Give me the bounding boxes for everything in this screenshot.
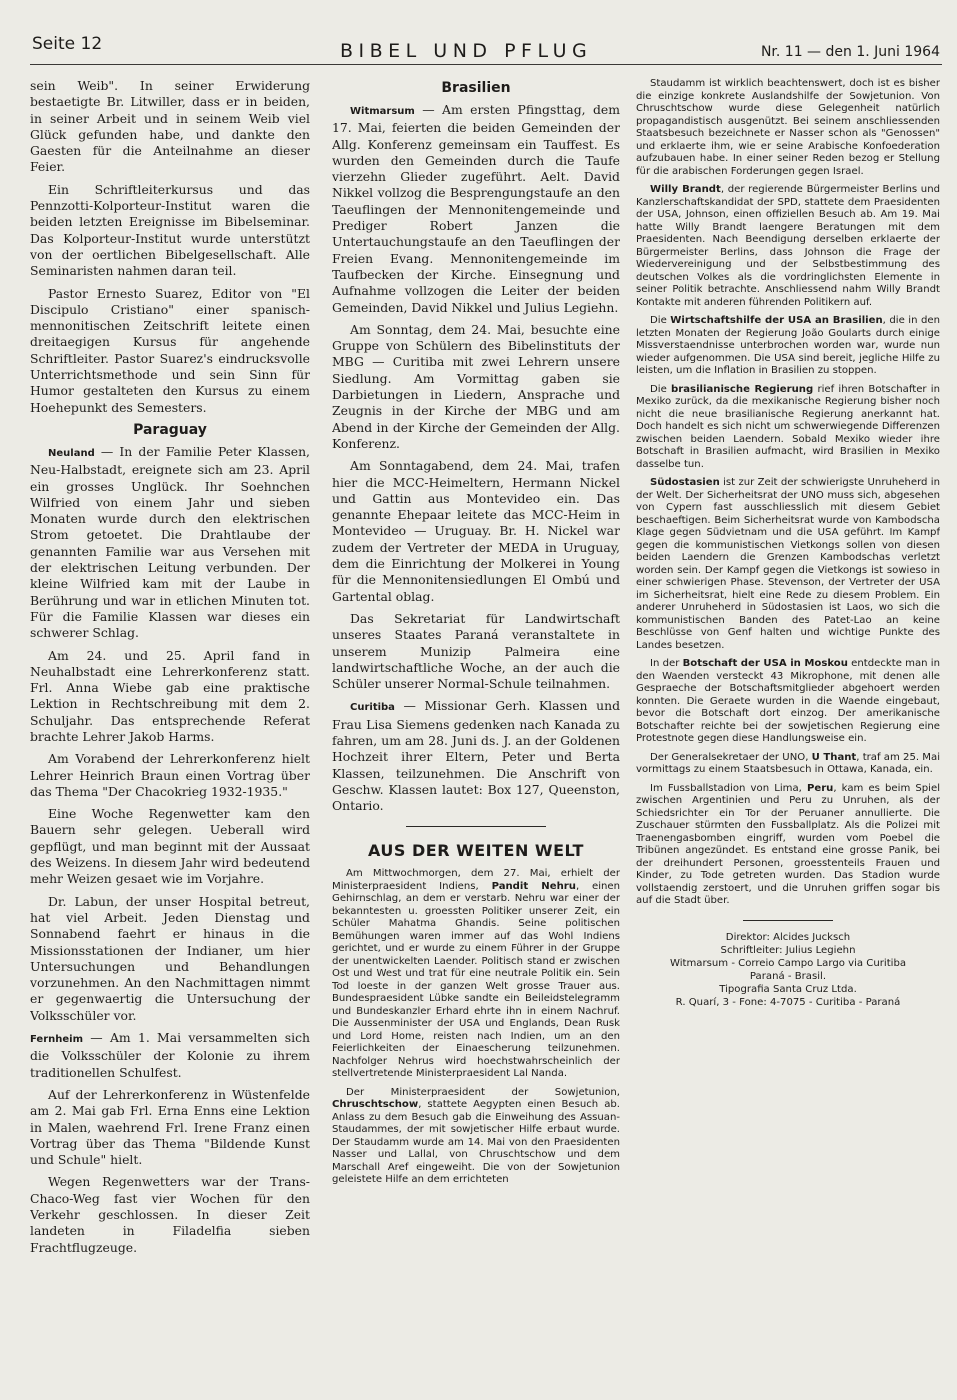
paragraph-text: , stattete Aegypten einen Besuch ab. Anlass zu dem Besuch gab die Einweihung des Assuan-Staudammes, der mit sowjetischer Hilfe erbaut wurde. Der Staudamm wurde am 14. Mai von den Praesidenten Nasser und Lallal, von Chruschtschow und dem Marschall Aref eingeweiht. Die von der Sowjetunion geleistete Hilfe an dem errichteten bbox=[332, 1099, 620, 1186]
paragraph-text: , kam es beim Spiel zwischen Argentinien und Peru zu Unruhen, als der Schiedsrichter ein Tor der Peruaner annullierte. Die Zuschauer stürmten den Fussballplatz. Als die Polizei mit Traenengasbomben eingriff, wurden vom Poebel die Tribünen angezündet. Es entstand eine grosse Panik, bei der dreihundert Personen, groesstenteils Frauen und Kinder, zu Tode getreten wurden. Das Stadion wurde vollstaendig zerstoert, und die Unruhen griffen sogar bis auf die Stadt über. bbox=[636, 782, 940, 906]
article-paragraph: sein Weib". In seiner Erwiderung bestaetigte Br. Litwiller, dass er in beiden, in seiner Arbeit und in seinem Weib viel Glück gefunden habe, und dankte den Gaesten für die Anteilnahme an dieser Feier. bbox=[30, 78, 310, 175]
paragraph-text: , der regierende Bürgermeister Berlins und Kanzlerschaftskandidat der SPD, stattete dem Praesidenten der USA, Johnson, einen offiziellen Besuch ab. Am 19. Mai hatte Willy Brandt laengere Beratungen mit dem Praesidenten. Nach Beendigung derselben erklaerte der Bürgermeister Berlins, dass Johnson die Frage der Wiedervereinigung und der Selbstbestimmung des deutschen Volkes als die vordringlichsten Elemente in seiner Politik betrachte. Anschliessend nahm Willy Brandt Kontakte mit anderen führenden Politikern auf. bbox=[636, 184, 940, 308]
imprint-line: Witmarsum - Correio Campo Largo via Curitiba bbox=[669, 957, 907, 969]
keyword: Peru bbox=[806, 782, 834, 794]
article-paragraph: Dr. Labun, der unser Hospital betreut, hat viel Arbeit. Jeden Dienstag und Sonnabend faehrt er hinaus in die Missionsstationen der Indianer, um hier Untersuchungen und Behandlungen vorzunehmen. An den Nachmittagen nimmt er gegenwaertig die Untersuchung der Volksschüler vor. bbox=[30, 893, 310, 1023]
news-paragraph bbox=[332, 868, 620, 1081]
news-paragraph bbox=[636, 184, 940, 309]
paragraph-text: , die in den letzten Monaten der Regierung João Goularts durch einige Missverstaendnisse unterbrochen worden war, wurde nun wieder aufgenommen. Die USA sind bereit, jegliche Hilfe zu leisten, um die Inflation in Brasilien zu stoppen. bbox=[636, 315, 940, 376]
news-paragraph bbox=[636, 384, 940, 472]
section-heading-paraguay: Paraguay bbox=[133, 421, 207, 438]
world-news-section bbox=[332, 868, 620, 1187]
article-paragraph: Am Sonntag, dem 24. Mai, besuchte eine Gruppe von Schülern des Bibelinstituts der MBG — Curitiba mit zwei Lehrern unsere Siedlung. Am Vormittag gaben sie Darbietungen in Liedern, Ansprache und Zeugnis in der Kirche der MBG und am Abend in der Kirche der Gemeinden der Allg. Konferenz. bbox=[332, 321, 620, 451]
article-paragraph: Auf der Lehrerkonferenz in Wüstenfelde am 2. Mai gab Frl. Erna Enns eine Lektion in Malen, waehrend Frl. Irene Franz einen Vortrag über das Thema "Bildende Kunst und Schule" hielt. bbox=[30, 1086, 310, 1168]
paragraph-text: Der Generalsekretaer der UNO, bbox=[650, 751, 812, 763]
article-paragraph: Am Vorabend der Lehrerkonferenz hielt Lehrer Heinrich Braun einen Vortrag über das Thema "Der Chacokrieg 1932-1935." bbox=[30, 751, 310, 799]
keyword: Willy Brandt bbox=[650, 184, 721, 195]
paragraph-text: Die bbox=[650, 315, 671, 326]
keyword: brasilianische Regierung bbox=[671, 383, 814, 395]
imprint-line: Schriftleiter: Julius Legiehn bbox=[720, 944, 856, 956]
news-paragraph bbox=[636, 658, 940, 746]
news-paragraph bbox=[636, 783, 940, 908]
keyword: Chruschtschow bbox=[332, 1099, 419, 1111]
section-heading-weltnachrichten: AUS DER WEITEN WELT bbox=[368, 841, 584, 861]
keyword: Südostasien bbox=[650, 477, 720, 488]
paragraph-text: — Missionar Gerh. Klassen und Frau Lisa Siemens gedenken nach Kanada zu fahren, um am 28. Juni ds. J. an der Goldenen Hochzeit ihrer Eltern, Peter und Berta Klassen, teilzunehmen. Die Anschrift von Geschw. Klassen lautet: Box 127, Queenston, Ontario. bbox=[332, 698, 620, 814]
news-paragraph bbox=[636, 477, 940, 652]
article-paragraph: Ein Schriftleiterkursus und das Pennzotti-Kolporteur-Institut waren die beiden letzten Ereignisse im Bibelseminar. Das Kolporteur-Institut wurde unterstützt von der oertlichen Bibelgesellschaft. Alle Seminaristen nahmen daran teil. bbox=[30, 181, 310, 279]
paragraph-text: — In der Familie Peter Klassen, Neu-Halbstadt, ereignete sich am 23. April ein grosses Unglück. Ihr Soehnchen Wilfried von einem Jahr und sieben Monaten wurde durch den elektrischen Strom getoetet. Die Drahtlaube der genannten Familie war aus Versehen mit der elektrischen Leitung verbunden. Der kleine Wilfried kam mit der Laube in Berührung und war in etlichen Minuten tot. Für die Familie Klassen war dieses ein schwerer Schlag. bbox=[30, 443, 310, 641]
masthead-title: BIBEL UND PFLUG bbox=[340, 40, 593, 62]
imprint-line: R. Quarí, 3 - Fone: 4-7075 - Curitiba - Paraná bbox=[675, 996, 901, 1008]
paragraph-text: , einen Gehirnschlag, an dem er verstarb. Nehru war einer der bekanntesten u. groessten Politiker unserer Zeit, ein Schüler Mahatma Ghandis. Seine politischen Bemühungen waren immer auf das Wohl Indiens gerichtet, und er wurde zu einem Führer in der Gruppe der unentwickelten Laender. Politisch stand er zwischen Ost und West und trat für eine neutrale Politik ein. Sein Tod loeste in der ganzen Welt grosse Trauer aus. Bundespraesident Lübke sandte ein Beileidstelegramm und Bundeskanzler Erhard ehrte ihn in einem Nachruf. Die Aussenminister der USA und Englands, Dean Rusk und Lord Home, reisten nach Indien, um an den Feierlichkeiten der Einaescherung teilzunehmen. Nachfolger Nehrus wird hoechstwahrscheinlich der stellvertretende Ministerpraesident Lal Nanda. bbox=[332, 880, 620, 1080]
article-paragraph: Pastor Ernesto Suarez, Editor von "El Discipulo Cristiano" einer spanisch-mennonitischen Zeitschrift leitete einen dreitaegigen Kursus für angehende Schriftleiter. Pastor Suarez's eindrucksvolle Unterrichtsmethode und sein Sinn für Humor gestalteten den Kursus zu einem Hoehepunkt des Semesters. bbox=[30, 285, 310, 415]
article-paragraph bbox=[332, 698, 620, 814]
issue-date: Nr. 11 — den 1. Juni 1964 bbox=[760, 44, 940, 60]
article-paragraph bbox=[332, 102, 620, 316]
keyword: U Thant bbox=[811, 751, 857, 763]
article-paragraph: Am Sonntagabend, dem 24. Mai, trafen hier die MCC-Heimeltern, Hermann Nickel und Gattin aus Montevideo ein. Das genannte Ehepaar leitete das MCC-Heim in Montevideo — Uruguay. Br. H. Nickel war zudem der Vertreter der MEDA in Uruguay, dem die Einrichtung der Molkerei in Young für die Mennonitensiedlungen El Ombú und Gartental oblag. bbox=[332, 458, 620, 604]
page-header bbox=[30, 34, 942, 65]
news-paragraph: Staudamm ist wirklich beachtenswert, doch ist es bisher die einzige konkrete Auslandshilfe der Sowjetunion. Von Chruschtschow wurde diese Gelegenheit natürlich propagandistisch ausgenützt. Bei seinem anschliessenden Staatsbesuch bezeichnete er Nasser schon als "Genossen" und erklaerte ihm, wie er seine Arabische Konfoederation aufzubauen habe. In einer seiner Reden bezog er Stellung für die arabischen Forderungen gegen Israel. bbox=[636, 78, 940, 177]
column-3 bbox=[636, 78, 940, 1393]
paragraph-text: rief ihren Botschafter in Mexiko zurück, da die mexikanische Regierung bisher noch nicht die neue brasilianische Regierung anerkannt hat. Doch handelt es sich nicht um schwerwiegende Differenzen zwischen beiden Laendern. Sobald Mexiko wieder ihre Botschaft in Brasilien aufmacht, wird Brasilien in Mexiko dasselbe tun. bbox=[636, 383, 940, 470]
article-paragraph bbox=[30, 1030, 310, 1081]
article-paragraph: Wegen Regenwetters war der Trans-Chaco-Weg fast vier Wochen für den Verkehr geschlossen. In dieser Zeit landeten in Filadelfia sieben Frachtflugzeuge. bbox=[30, 1174, 310, 1255]
paragraph-text: Am Mittwochmorgen, dem 27. Mai, erhielt der Ministerpraesident Indiens, bbox=[332, 868, 620, 892]
news-paragraph bbox=[636, 752, 940, 777]
keyword: Wirtschaftshilfe der USA an Brasilien bbox=[670, 315, 883, 326]
paragraph-text: — Am ersten Pfingsttag, dem 17. Mai, feierten die beiden Gemeinden der Allg. Konferenz gemeinsam ein Tauffest. Es wurden den Gemeinden durch die Taufe vierzehn Glieder zugeführt. Aelt. David Nikkel vollzog die Besprengungstaufe an den Taeuflingen der Mennonitengemeinde und Prediger Robert Janzen die Untertauchungstaufe an den Taeuflingen der Freien Evang. Mennonitengemeinde im Taufbecken der Kirche. Einsegnung und Aufnahme vollzogen die Leiter der beiden Gemeinden, David Nikkel und Julius Legiehn. bbox=[332, 102, 620, 315]
dateline-place: Curitiba bbox=[350, 702, 395, 714]
article-paragraph: Am 24. und 25. April fand in Neuhalbstadt eine Lehrerkonferenz statt. Frl. Anna Wiebe gab eine praktische Lektion in Rechtschreibung mit dem 2. Schuljahr. Das entsprechende Referat brachte Lehrer Jakob Harms. bbox=[30, 647, 310, 744]
brasilien-section bbox=[332, 80, 620, 814]
article-paragraph: Eine Woche Regenwetter kam den Bauern sehr gelegen. Ueberall wird gepflügt, und man beginnt mit der Aussaat des Weizens. In diesem Jahr wird bedeutend mehr Weizen gesaet wie im Vorjahre. bbox=[30, 806, 310, 887]
paragraph-text: Die bbox=[650, 383, 672, 395]
paragraph-text: Der Ministerpraesident der Sowjetunion, bbox=[346, 1086, 620, 1098]
keyword: Pandit Nehru bbox=[491, 880, 576, 892]
paragraph-text: — Am 1. Mai versammelten sich die Volksschüler der Kolonie zu ihrem traditionellen Schulfest. bbox=[30, 1030, 310, 1080]
imprint bbox=[636, 931, 940, 1009]
dateline-place: Fernheim bbox=[30, 1034, 84, 1046]
news-paragraph bbox=[636, 315, 940, 378]
paragraph-text: entdeckte man in den Waenden versteckt 43 Mikrophone, mit denen alle Gespraeche der Botschaftsmitglieder abgehoert werden konnten. Die Geraete wurden in die Waende eingebaut, bevor die Botschaft dort einzog. Der amerikanische Botschafter reichte bei der sowjetischen Regierung eine Protestnote gegen diese Handlungsweise ein. bbox=[636, 658, 940, 744]
page-number: Seite 12 bbox=[32, 34, 103, 54]
keyword: Botschaft der USA in Moskou bbox=[682, 658, 848, 669]
paragraph-text: Im Fussballstadion von Lima, bbox=[650, 782, 807, 794]
news-paragraph bbox=[332, 1087, 620, 1187]
imprint-line: Paraná - Brasil. bbox=[749, 970, 827, 982]
column-2 bbox=[332, 78, 620, 1393]
paragraph-text: , traf am 25. Mai vormittags zu einem Staatsbesuch in Ottawa, Kanada, ein. bbox=[636, 751, 940, 775]
dateline-place: Witmarsum bbox=[350, 106, 415, 117]
section-divider bbox=[406, 826, 546, 827]
paragraph-text: In der bbox=[650, 658, 683, 669]
dateline-place: Neuland bbox=[48, 447, 95, 459]
imprint-divider bbox=[743, 920, 833, 921]
article-paragraph: Das Sekretariat für Landwirtschaft unseres Staates Paraná veranstaltete in unserem Munizip Palmeira eine landwirtschaftliche Woche, an der auch die Schüler unserer Normal-Schule teilnahmen. bbox=[332, 610, 620, 692]
imprint-line: Tipografia Santa Cruz Ltda. bbox=[719, 983, 857, 995]
column-1 bbox=[30, 78, 310, 1393]
section-heading-brasilien: Brasilien bbox=[441, 80, 511, 96]
paragraph-text: ist zur Zeit der schwierigste Unruheherd in der Welt. Der Sicherheitsrat der UNO muss sich, abgesehen von Cypern fast ausschliesslich mit diesem Gebiet beschaeftigen. Beim Sicherheitsrat wurde von Kambodscha Klage gegen Südvietnam und die USA geführt. Im Kampf gegen die kommunistischen Vietkongs sollen von diesen beiden Laendern die Grenzen Kambodschas verletzt worden sein. Der Kampf gegen die Vietkongs ist sowieso in einer schwierigen Phase. Stevenson, der Vertreter der USA im Sicherheitsrat, hielt eine Rede zu diesem Problem. Ein anderer Unruheherd in Südostasien ist Laos, wo sich die kommunistischen Banden des Patet-Lao an keine Beschlüsse von Genf halten und wichtige Punkte des Landes besetzen. bbox=[636, 477, 940, 651]
imprint-line: Direktor: Alcides Jucksch bbox=[725, 931, 851, 943]
article-paragraph bbox=[30, 444, 310, 642]
